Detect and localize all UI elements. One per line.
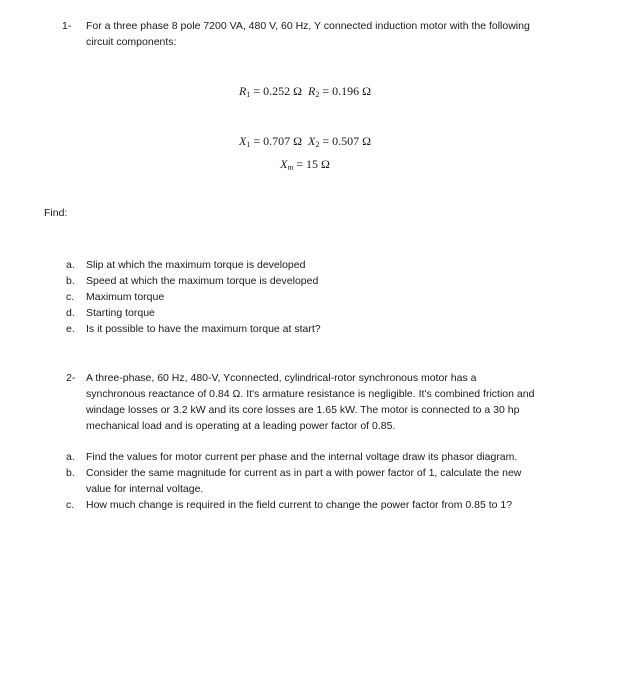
x2-value: = 0.507 Ω [322,134,372,148]
problem-2-line: windage losses or 3.2 kW and its core losses are 1.65 kW. The motor is connected to a 30 hp [86,404,520,416]
problem-1-text-line-1: For a three phase 8 pole 7200 VA, 480 V, 60 Hz, Y connected induction motor with the following [86,20,530,32]
problem-1-number: 1- [62,20,72,32]
problem-2-number: 2- [66,372,76,384]
list-item: b. Speed at which the maximum torque is developed [66,275,319,287]
problem-2-line: synchronous reactance of 0.84 Ω. It's armature resistance is negligible. It's combined friction and [86,388,535,400]
list-item: a. Find the values for motor current per phase and the internal voltage draw its phasor diagram. [66,451,518,463]
equation-magnetizing-reactance: $X_m = 15$ Ω [280,157,330,172]
list-item: b. Consider the same magnitude for current as in part a with power factor of 1, calculate the new value for internal voltage. [66,467,522,495]
problem-1-text-line-2: circuit components: [86,36,177,48]
r2-value: = 0.196 Ω [322,84,372,98]
problem-2-line: mechanical load and is operating at a leading power factor of 0.85. [86,420,396,432]
x1-value: = 0.707 Ω [253,134,302,148]
list-item: a. Slip at which the maximum torque is developed [66,259,306,271]
xm-value: = 15 Ω [296,157,330,171]
list-item: c. Maximum torque [66,291,165,303]
equation-reactances: $X_1 = 0.707$ Ω $X_2 = 0.507$ Ω [238,134,372,149]
problem-2-items [66,449,576,513]
problem-1-statement [62,18,582,50]
problem-2-statement [66,370,586,434]
problem-1-items [66,257,576,337]
list-item: c. How much change is required in the field current to change the power factor from 0.85 to 1? [66,499,513,511]
r1-value: = 0.252 Ω [253,84,302,98]
find-label: Find: [44,207,68,219]
list-item: e. Is it possible to have the maximum torque at start? [66,323,321,335]
equation-resistances: $R_1 = 0.252$ Ω $R_2 = 0.196$ Ω [238,84,372,99]
list-item: d. Starting torque [66,307,155,319]
problem-2-line: A three-phase, 60 Hz, 480-V, Yconnected, cylindrical-rotor synchronous motor has a [86,372,477,384]
